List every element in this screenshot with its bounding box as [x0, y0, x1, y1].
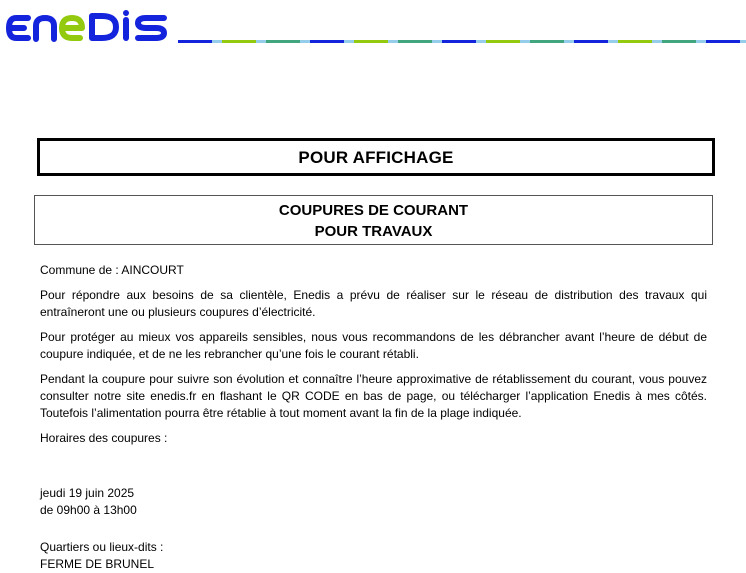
places-label: Quartiers ou lieux-dits : — [40, 540, 164, 554]
rule-dash — [706, 40, 740, 43]
rule-dash — [178, 40, 212, 43]
notice-subtitle-line2: POUR TRAVAUX — [314, 223, 433, 240]
rule-dash — [530, 40, 564, 43]
rule-dash — [618, 40, 652, 43]
place-name: FERME DE BRUNEL — [40, 557, 155, 571]
header-rule — [178, 40, 746, 44]
outage-date: jeudi 19 juin 2025 — [40, 486, 135, 500]
rule-dash — [486, 40, 520, 43]
rule-dash — [442, 40, 476, 43]
rule-dash — [354, 40, 388, 43]
rule-dash — [662, 40, 696, 43]
rule-dash — [266, 40, 300, 43]
rule-dash — [398, 40, 432, 43]
notice-title: POUR AFFICHAGE — [298, 148, 454, 167]
display-banner — [37, 138, 715, 176]
notice-subtitle-line1: COUPURES DE COURANT — [278, 202, 469, 219]
paragraph-protect: Pour protéger au mieux vos appareils sensibles, nous vous recommandons de les débrancher avant l’heure de début de coupure indiquée, et de ne les rebrancher qu’une fois le courant rétabli. — [40, 330, 707, 361]
schedule-label: Horaires des coupures : — [40, 431, 168, 445]
commune-line: Commune de : AINCOURT — [40, 263, 184, 277]
rule-dash — [574, 40, 608, 43]
rule-dash — [310, 40, 344, 43]
paragraph-follow: Pendant la coupure pour suivre son évolution et connaître l’heure approximative de rétablissement du courant, vous pouvez consulter notre site enedis.fr en flashant le QR CODE en bas de page, ou télécharger l’application Enedis à mes côtés. Toutefois l’alimentation pourra être rétablie à tout moment avant la fin de la plage indiquée. — [40, 372, 707, 420]
notice-heading-box — [34, 195, 713, 245]
paragraph-needs: Pour répondre aux besoins de sa clientèle, Enedis a prévu de réaliser sur le réseau de distribution des travaux qui entraîneront une ou plusieurs coupures d’électricité. — [40, 288, 707, 319]
notice-body — [40, 262, 707, 573]
outage-time-range: de 09h00 à 13h00 — [40, 503, 137, 517]
enedis-logo — [4, 8, 174, 48]
rule-dash — [222, 40, 256, 43]
